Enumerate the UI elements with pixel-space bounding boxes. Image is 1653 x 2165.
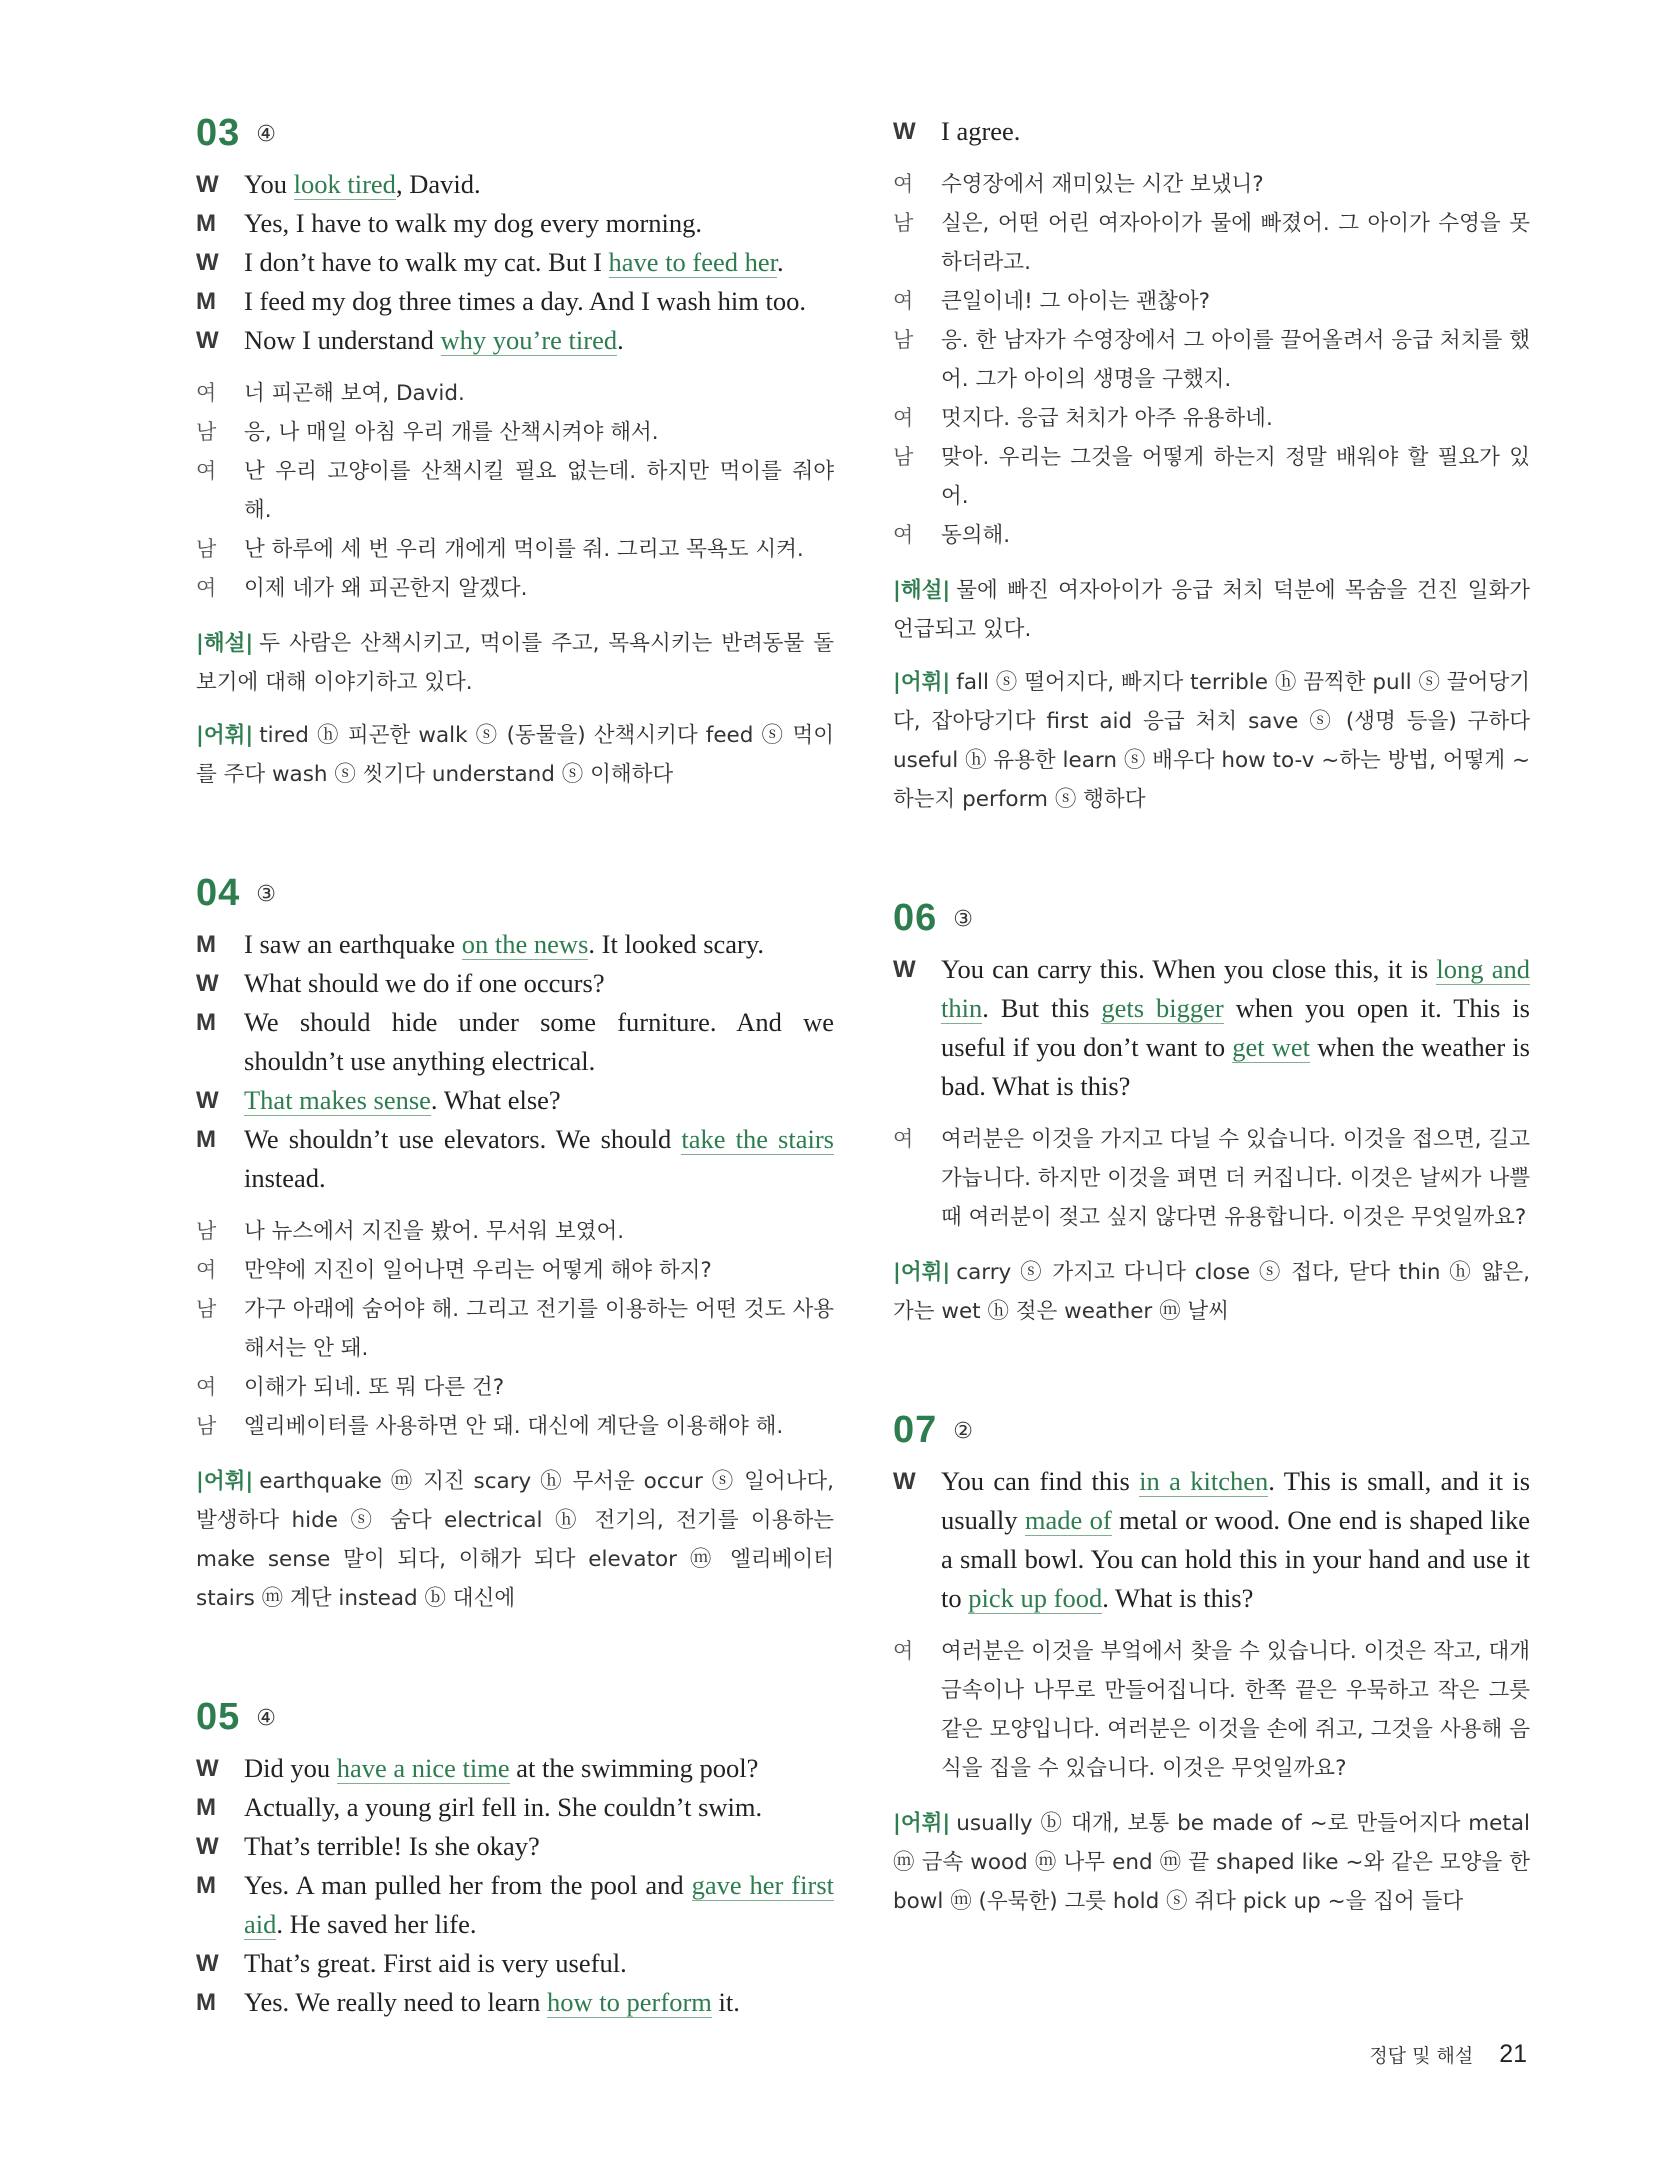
highlighted-phrase: look tired: [293, 169, 396, 199]
korean-translation: [893, 1632, 1530, 1788]
speaker-label: M: [196, 1126, 216, 1153]
dialogue-line: [196, 1827, 834, 1866]
translation-line: [893, 282, 1530, 321]
translation-text: 이해가 되네. 또 뭐 다른 건?: [244, 1375, 505, 1400]
note-tag: |해설|: [893, 578, 951, 603]
speaker-label: M: [196, 210, 216, 237]
speaker-label: W: [893, 118, 916, 145]
text-segment: What should we do if one occurs?: [244, 968, 605, 998]
highlighted-phrase: long and thin: [941, 954, 1530, 1023]
note-paragraph: [893, 663, 1530, 819]
highlighted-phrase: made of: [1024, 1505, 1112, 1535]
speaker-label: 남: [893, 211, 914, 235]
speaker-label: M: [196, 1872, 216, 1899]
text-segment: You can find this: [941, 1466, 1140, 1496]
note-text: 물에 빠진 여자아이가 응급 처치 덕분에 목숨을 건진 일화가 언급되고 있다.: [893, 578, 1530, 642]
text-segment: Yes. We really need to learn: [244, 1987, 548, 2017]
text-segment: . It looked scary.: [588, 929, 765, 959]
dialogue-line: [196, 1983, 834, 2022]
answer-mark: ④: [256, 122, 277, 147]
translation-text: 너 피곤해 보여, David.: [244, 381, 465, 406]
translation-text: 응. 한 남자가 수영장에서 그 아이를 끌어올려서 응급 처치를 했어. 그가 아이의 생명을 구했지.: [941, 328, 1530, 392]
page-number: 21: [1499, 2040, 1527, 2068]
answer-mark: ④: [256, 1706, 277, 1731]
speaker-label: M: [196, 1989, 216, 2016]
text-segment: Now I understand: [244, 325, 441, 355]
note-tag: |어휘|: [893, 1811, 951, 1836]
text-segment: Did you: [244, 1753, 337, 1783]
highlighted-phrase: have to feed her: [608, 247, 778, 277]
translation-text: 나 뉴스에서 지진을 봤어. 무서워 보였어.: [244, 1219, 625, 1244]
text-segment: That’s terrible! Is she okay?: [244, 1831, 540, 1861]
note-text: usually ⓑ 대개, 보통 be made of ~로 만들어지다 metal ⓜ 금속 wood ⓜ 나무 end ⓜ 끝 shaped like ~와 같은 모양을 한 bowl ⓜ (우묵한) 그릇 hold ⓢ 쥐다 pick up ~을 집어 들다: [893, 1811, 1530, 1914]
speaker-label: 남: [196, 1414, 217, 1438]
question-number: 03: [196, 112, 241, 154]
text-segment: .: [617, 325, 624, 355]
note-text: carry ⓢ 가지고 다니다 close ⓢ 접다, 닫다 thin ⓗ 얇은, 가는 wet ⓗ 젖은 weather ⓜ 날씨: [893, 1260, 1530, 1324]
dialogue-line: [196, 1120, 834, 1198]
dialogue-line: [196, 1944, 834, 1983]
korean-translation: [196, 374, 834, 608]
translation-text: 만약에 지진이 일어나면 우리는 어떻게 해야 하지?: [244, 1258, 712, 1283]
text-segment: Yes. A man pulled her from the pool and: [244, 1870, 692, 1900]
translation-text: 난 우리 고양이를 산책시킬 필요 없는데. 하지만 먹이를 줘야 해.: [244, 459, 834, 523]
text-segment: Actually, a young girl fell in. She couldn’t swim.: [244, 1792, 763, 1822]
note-paragraph: [893, 571, 1530, 649]
dialogue-text: [244, 204, 834, 243]
dialogue-text: [244, 243, 834, 282]
dialogue-text: [244, 1788, 834, 1827]
speaker-label: 남: [196, 1297, 217, 1321]
speaker-label: 여: [893, 523, 914, 547]
translation-line: [196, 1368, 834, 1407]
text-segment: .: [777, 247, 784, 277]
translation-text: 엘리베이터를 사용하면 안 돼. 대신에 계단을 이용해야 해.: [244, 1414, 784, 1439]
speaker-label: M: [196, 1794, 216, 1821]
text-segment: I agree.: [941, 116, 1021, 146]
korean-translation: [893, 165, 1530, 555]
dialogue-line: [893, 112, 1530, 151]
note-tag: |어휘|: [196, 723, 254, 748]
speaker-label: M: [196, 288, 216, 315]
speaker-label: 남: [196, 420, 217, 444]
text-segment: . What is this?: [1102, 1583, 1254, 1613]
answer-mark: ③: [953, 907, 974, 932]
dialogue-line: [196, 964, 834, 1003]
text-segment: instead.: [244, 1163, 326, 1193]
translation-line: [893, 516, 1530, 555]
speaker-label: W: [196, 1833, 219, 1860]
note-paragraph: [196, 624, 834, 702]
speaker-label: W: [196, 1087, 219, 1114]
speaker-label: 남: [196, 537, 217, 561]
highlighted-phrase: get wet: [1232, 1032, 1311, 1062]
dialogue-text: [244, 282, 834, 321]
translation-text: 응, 나 매일 아침 우리 개를 산책시켜야 해서.: [244, 420, 659, 445]
translation-line: [196, 374, 834, 413]
english-script: [196, 1749, 834, 2022]
dialogue-line: [196, 321, 834, 360]
speaker-label: 남: [893, 328, 914, 352]
answer-mark: ②: [953, 1419, 974, 1444]
question-section: [893, 1409, 1530, 1921]
dialogue-text: [941, 950, 1530, 1106]
translation-line: [196, 1407, 834, 1446]
text-segment: when the weather is bad. What is this?: [941, 1032, 1530, 1101]
speaker-label: W: [196, 1755, 219, 1782]
speaker-label: M: [196, 1009, 216, 1036]
left-column: [196, 112, 834, 2100]
speaker-label: W: [893, 956, 916, 983]
dialogue-text: [244, 964, 834, 1003]
translation-text: 맞아. 우리는 그것을 어떻게 하는지 정말 배워야 할 필요가 있어.: [941, 445, 1530, 509]
speaker-label: W: [196, 970, 219, 997]
dialogue-line: [196, 925, 834, 964]
text-segment: at the swimming pool?: [509, 1753, 759, 1783]
text-segment: I feed my dog three times a day. And I wash him too.: [244, 286, 807, 316]
question-section: [196, 872, 834, 1618]
question-header: [893, 897, 1530, 940]
korean-translation: [196, 1212, 834, 1446]
dialogue-line: [893, 950, 1530, 1106]
note-text: tired ⓗ 피곤한 walk ⓢ (동물을) 산책시키다 feed ⓢ 먹이를 주다 wash ⓢ 씻기다 understand ⓢ 이해하다: [196, 723, 834, 787]
translation-line: [196, 530, 834, 569]
text-segment: I saw an earthquake: [244, 929, 462, 959]
translation-text: 큰일이네! 그 아이는 괜찮아?: [941, 289, 1210, 314]
translation-text: 여러분은 이것을 부엌에서 찾을 수 있습니다. 이것은 작고, 대개 금속이나 나무로 만들어집니다. 한쪽 끝은 우묵하고 작은 그릇 같은 모양입니다. 여러분은 이것을 손에 쥐고, 그것을 사용해 음식을 집을 수 있습니다. 이것은 무엇일까요?: [941, 1639, 1530, 1781]
speaker-label: M: [196, 931, 216, 958]
note-tag: |어휘|: [893, 1260, 951, 1285]
speaker-label: 여: [893, 289, 914, 313]
dialogue-line: [196, 282, 834, 321]
highlighted-phrase: take the stairs: [681, 1124, 834, 1154]
text-segment: metal or wood. One end is shaped like a small bowl. You can hold this in your hand and use it to: [941, 1505, 1531, 1613]
answer-mark: ③: [256, 882, 277, 907]
dialogue-line: [196, 1788, 834, 1827]
question-number: 04: [196, 872, 241, 914]
dialogue-line: [196, 165, 834, 204]
note-paragraph: [196, 716, 834, 794]
page-footer: [1369, 2040, 1527, 2069]
highlighted-phrase: pick up food: [968, 1583, 1103, 1613]
dialogue-line: [893, 1462, 1530, 1618]
note-text: earthquake ⓜ 지진 scary ⓗ 무서운 occur ⓢ 일어나다, 발생하다 hide ⓢ 숨다 electrical ⓗ 전기의, 전기를 이용하는 make sense 말이 되다, 이해가 되다 elevator ⓜ 엘리베이터 stairs ⓜ 계단 instead ⓑ 대신에: [196, 1469, 834, 1611]
text-segment: We should hide under some furniture. And we shouldn’t use anything electrical.: [244, 1007, 834, 1076]
translation-line: [196, 569, 834, 608]
dialogue-line: [196, 243, 834, 282]
text-segment: We shouldn’t use elevators. We should: [244, 1124, 682, 1154]
speaker-label: W: [196, 1950, 219, 1977]
question-header: [196, 872, 834, 915]
text-segment: when you open it. This is useful if you don’t want to: [941, 993, 1530, 1062]
text-segment: , David.: [395, 169, 481, 199]
note-text: 두 사람은 산책시키고, 먹이를 주고, 목욕시키는 반려동물 돌보기에 대해 이야기하고 있다.: [196, 631, 834, 695]
speaker-label: W: [196, 249, 219, 276]
translation-line: [196, 452, 834, 530]
note-tag: |어휘|: [196, 1469, 254, 1494]
highlighted-phrase: gave her first aid: [244, 1870, 834, 1939]
right-column: [893, 112, 1530, 1999]
translation-text: 가구 아래에 숨어야 해. 그리고 전기를 이용하는 어떤 것도 사용해서는 안 돼.: [244, 1297, 834, 1361]
english-script: [893, 112, 1530, 151]
note-tag: |해설|: [196, 631, 254, 656]
speaker-label: 여: [196, 381, 217, 405]
highlighted-phrase: why you’re tired: [440, 325, 618, 355]
text-segment: You can carry this. When you close this, it is: [941, 954, 1437, 984]
dialogue-text: [244, 165, 834, 204]
speaker-label: 여: [196, 1258, 217, 1282]
dialogue-text: [244, 1944, 834, 1983]
speaker-label: W: [196, 171, 219, 198]
translation-text: 수영장에서 재미있는 시간 보냈니?: [941, 172, 1264, 197]
dialogue-line: [196, 1749, 834, 1788]
translation-line: [893, 204, 1530, 282]
question-section: [893, 112, 1530, 819]
speaker-label: 여: [893, 406, 914, 430]
text-segment: . But this: [982, 993, 1102, 1023]
korean-translation: [893, 1120, 1530, 1237]
question-header: [196, 112, 834, 155]
dialogue-text: [244, 1120, 834, 1198]
question-number: 06: [893, 897, 938, 939]
speaker-label: 남: [196, 1219, 217, 1243]
dialogue-text: [244, 321, 834, 360]
translation-text: 이제 네가 왜 피곤한지 알겠다.: [244, 576, 528, 601]
dialogue-text: [244, 925, 834, 964]
footer-title: 정답 및 해설: [1369, 2045, 1474, 2067]
english-script: [893, 950, 1530, 1106]
dialogue-text: [244, 1983, 834, 2022]
highlighted-phrase: have a nice time: [336, 1753, 510, 1783]
english-script: [196, 925, 834, 1198]
note-paragraph: [893, 1253, 1530, 1331]
highlighted-phrase: That makes sense: [244, 1085, 431, 1115]
text-segment: it.: [711, 1987, 740, 2017]
note-paragraph: [196, 1462, 834, 1618]
translation-text: 여러분은 이것을 가지고 다닐 수 있습니다. 이것을 접으면, 길고 가늡니다. 하지만 이것을 펴면 더 커집니다. 이것은 날씨가 나쁠 때 여러분이 젖고 싶지 않다면 유용합니다. 이것은 무엇일까요?: [941, 1127, 1530, 1230]
note-paragraph: [893, 1804, 1530, 1921]
note-text: fall ⓢ 떨어지다, 빠지다 terrible ⓗ 끔찍한 pull ⓢ 끌어당기다, 잡아당기다 first aid 응급 처치 save ⓢ (생명 등을) 구하다 useful ⓗ 유용한 learn ⓢ 배우다 how to-v ~하는 방법, 어떻게 ~하는지 perform ⓢ 행하다: [893, 670, 1530, 812]
question-section: [196, 112, 834, 794]
dialogue-text: [244, 1866, 834, 1944]
translation-line: [196, 413, 834, 452]
text-segment: I don’t have to walk my cat. But I: [244, 247, 609, 277]
dialogue-text: [244, 1003, 834, 1081]
speaker-label: 여: [196, 576, 217, 600]
question-section: [893, 897, 1530, 1331]
note-tag: |어휘|: [893, 670, 951, 695]
question-header: [196, 1696, 834, 1739]
dialogue-text: [244, 1081, 834, 1120]
question-number: 07: [893, 1409, 938, 1451]
text-segment: Yes, I have to walk my dog every morning.: [244, 208, 703, 238]
dialogue-line: [196, 1866, 834, 1944]
highlighted-phrase: gets bigger: [1101, 993, 1224, 1023]
highlighted-phrase: on the news: [461, 929, 589, 959]
speaker-label: W: [196, 327, 219, 354]
translation-text: 난 하루에 세 번 우리 개에게 먹이를 줘. 그리고 목욕도 시켜.: [244, 537, 804, 562]
translation-text: 동의해.: [941, 523, 1011, 548]
translation-line: [893, 1632, 1530, 1788]
speaker-label: W: [893, 1468, 916, 1495]
text-segment: . This is small, and it is usually: [941, 1466, 1531, 1535]
speaker-label: 여: [893, 1639, 914, 1663]
dialogue-text: [941, 112, 1530, 151]
text-segment: . What else?: [430, 1085, 561, 1115]
question-section: [196, 1696, 834, 2022]
dialogue-line: [196, 1081, 834, 1120]
highlighted-phrase: in a kitchen: [1139, 1466, 1269, 1496]
english-script: [893, 1462, 1530, 1618]
speaker-label: 여: [893, 1127, 914, 1151]
translation-line: [893, 399, 1530, 438]
translation-text: 멋지다. 응급 처치가 아주 유용하네.: [941, 406, 1273, 431]
text-segment: You: [244, 169, 294, 199]
translation-line: [893, 438, 1530, 516]
speaker-label: 여: [196, 459, 217, 483]
text-segment: . He saved her life.: [276, 1909, 477, 1939]
translation-line: [893, 165, 1530, 204]
translation-text: 실은, 어떤 어린 여자아이가 물에 빠졌어. 그 아이가 수영을 못하더라고.: [941, 211, 1530, 275]
english-script: [196, 165, 834, 360]
dialogue-line: [196, 1003, 834, 1081]
question-header: [893, 1409, 1530, 1452]
dialogue-text: [941, 1462, 1530, 1618]
dialogue-text: [244, 1827, 834, 1866]
speaker-label: 여: [893, 172, 914, 196]
speaker-label: 남: [893, 445, 914, 469]
translation-line: [893, 1120, 1530, 1237]
translation-line: [196, 1290, 834, 1368]
dialogue-line: [196, 204, 834, 243]
text-segment: That’s great. First aid is very useful.: [244, 1948, 627, 1978]
translation-line: [196, 1212, 834, 1251]
speaker-label: 여: [196, 1375, 217, 1399]
dialogue-text: [244, 1749, 834, 1788]
translation-line: [196, 1251, 834, 1290]
translation-line: [893, 321, 1530, 399]
question-number: 05: [196, 1696, 241, 1738]
highlighted-phrase: how to perform: [547, 1987, 712, 2017]
